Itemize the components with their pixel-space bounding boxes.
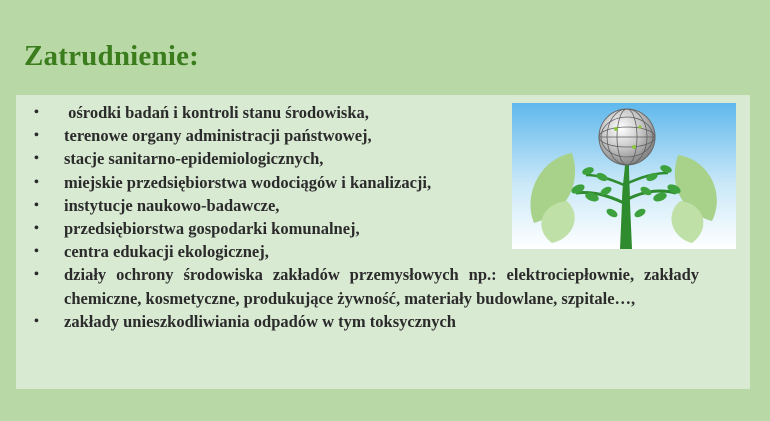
list-item-text: terenowe organy administracji państwowej,	[64, 126, 372, 146]
list-item-text: zakłady unieszkodliwiania odpadów w tym toksycznych	[64, 311, 456, 331]
bullet-icon: •	[34, 151, 39, 167]
list-item-text: centra edukacji ekologicznej,	[64, 242, 269, 262]
list-item-text: instytucje naukowo-badawcze,	[64, 195, 280, 215]
list-item	[16, 101, 504, 124]
eco-tree-globe-icon	[512, 103, 736, 249]
list-item	[16, 263, 699, 309]
list-item-text: przedsiębiorstwa gospodarki komunalnej,	[64, 219, 360, 239]
list-item-text: działy ochrony środowiska zakładów przemysłowych np.: elektrociepłownie, zakłady chemiczne, kosmetyczne, produkujące żywność, materiały budowlane, szpitale…,	[64, 265, 699, 308]
list-item-text: stacje sanitarno-epidemiologicznych,	[64, 149, 324, 169]
list-item	[16, 310, 699, 333]
bullet-icon: •	[34, 244, 39, 260]
bullet-icon: •	[34, 221, 39, 237]
slide-title: Zatrudnienie:	[24, 40, 199, 72]
bullet-icon: •	[34, 105, 39, 120]
bullet-icon: •	[34, 313, 39, 329]
list-item	[16, 124, 504, 147]
list-item	[16, 171, 504, 194]
bullet-icon: •	[34, 267, 39, 283]
list-item-text: ośrodki badań i kontroli stanu środowiska,	[64, 103, 369, 122]
bullet-icon: •	[34, 174, 39, 190]
list-item	[16, 240, 504, 263]
bullet-icon: •	[34, 197, 39, 213]
list-item	[16, 217, 504, 240]
list-item-text: miejskie przedsiębiorstwa wodociągów i kanalizacji,	[64, 172, 432, 192]
content-panel	[16, 95, 750, 389]
list-item	[16, 194, 504, 217]
list-item	[16, 147, 504, 170]
bullet-icon: •	[34, 128, 39, 144]
